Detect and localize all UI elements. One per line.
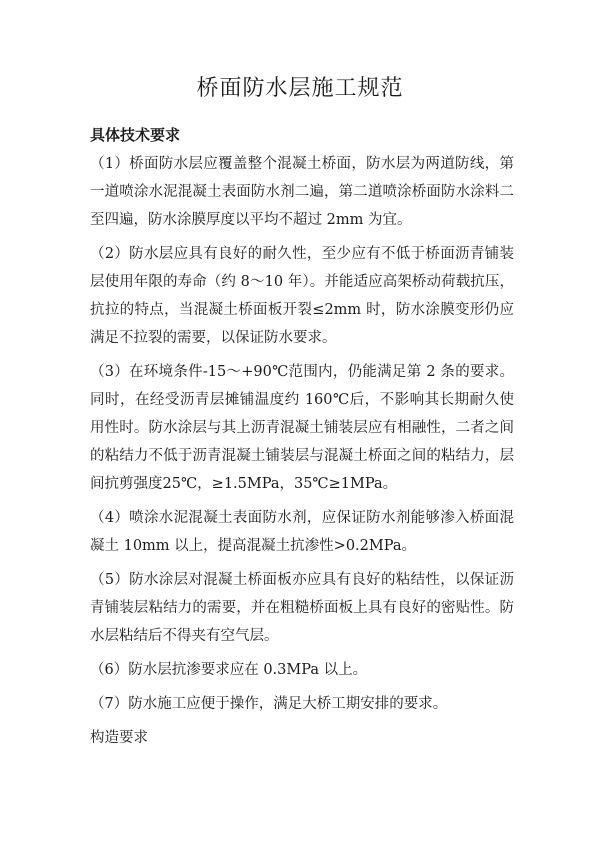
paragraph-1: （1）桥面防水层应覆盖整个混凝土桥面，防水层为两道防线，第一道喷涂水泥混凝土表面防水剂二遍，第二道喷涂桥面防水涂料二至四遍，防水涂膜厚度以平均不超过 2mm 为宜。 — [90, 156, 514, 228]
paragraph-7: （7）防水施工应便于操作，满足大桥工期安排的要求。 — [90, 696, 448, 712]
paragraph-4: （4）喷涂水泥混凝土表面防水剂，应保证防水剂能够渗入桥面混凝土 10mm 以上，提高混凝土抗渗性>0.2MPa。 — [90, 510, 514, 554]
document-body — [90, 150, 514, 752]
paragraph-2: （2）防水层应具有良好的耐久性，至少应有不低于桥面沥青铺装层使用年限的寿命（约 8～10 年）。并能适应高架桥动荷载抗压，抗拉的特点，当混凝土桥面板开裂≤2mm 时，防水涂膜变形仍应满足不拉裂的需要，以保证防水要求。 — [90, 246, 514, 346]
paragraph-3: （3）在环境条件-15～+90℃范围内，仍能满足第 2 条的要求。同时，在经受沥青层摊铺温度约 160℃后，不影响其长期耐久使用性时。防水涂层与其上沥青混凝土铺装层应有相融性，二者之间的粘结力不低于沥青混凝土铺装层与混凝土桥面之间的粘结力，层间抗剪强度25℃，≥1.5MPa，35℃≥1MPa。 — [90, 364, 514, 492]
section-heading: 具体技术要求 — [90, 126, 181, 144]
paragraph-5: （5）防水涂层对混凝土桥面板亦应具有良好的粘结性，以保证沥青铺装层粘结力的需要，并在粗糙桥面板上具有良好的密贴性。防水层粘结后不得夹有空气层。 — [90, 572, 514, 644]
subsection-heading: 构造要求 — [90, 730, 148, 746]
paragraph-6: （6）防水层抗渗要求应在 0.3MPa 以上。 — [90, 662, 368, 678]
page-title: 桥面防水层施工规范 — [196, 76, 404, 101]
